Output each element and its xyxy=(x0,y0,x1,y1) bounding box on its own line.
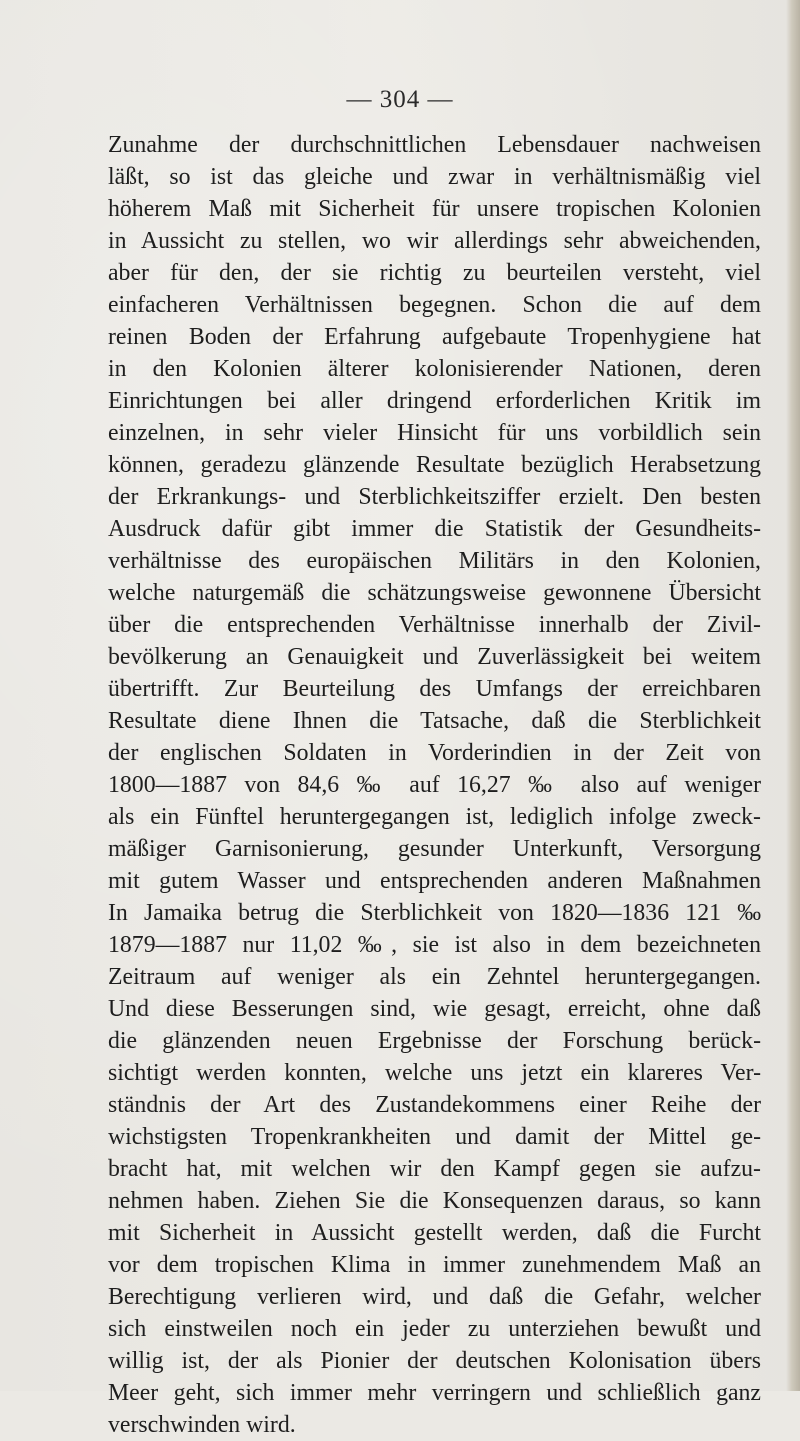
text-line: höherem Maß mit Sicherheit für unsere tropischen Kolonien xyxy=(108,196,761,222)
text-line: können, geradezu glänzende Resultate bezüglich Herabsetzung xyxy=(108,452,761,478)
text-line: sich einstweilen noch ein jeder zu unterziehen bewußt und xyxy=(108,1316,761,1342)
text-line: mit gutem Wasser und entsprechenden anderen Maßnahmen xyxy=(108,868,761,894)
text-line: ständnis der Art des Zustandekommens einer Reihe der xyxy=(108,1092,761,1118)
text-line: Einrichtungen bei aller dringend erforderlichen Kritik im xyxy=(108,388,761,414)
text-line: mit Sicherheit in Aussicht gestellt werden, daß die Furcht xyxy=(108,1220,761,1246)
text-line: die glänzenden neuen Ergebnisse der Forschung berück- xyxy=(108,1028,761,1054)
page-edge-shadow xyxy=(786,0,800,1391)
text-line: Und diese Besserungen sind, wie gesagt, erreicht, ohne daß xyxy=(108,996,761,1022)
text-line: 1800—1887 von 84,6 ‰ auf 16,27 ‰ also auf weniger xyxy=(108,772,761,798)
text-line: der englischen Soldaten in Vorderindien in der Zeit von xyxy=(108,740,761,766)
text-line: Berechtigung verlieren wird, und daß die Gefahr, welcher xyxy=(108,1284,761,1310)
text-line: vor dem tropischen Klima in immer zunehmendem Maß an xyxy=(108,1252,761,1278)
text-line: in Aussicht zu stellen, wo wir allerdings sehr abweichenden, xyxy=(108,228,761,254)
text-line: bracht hat, mit welchen wir den Kampf gegen sie aufzu- xyxy=(108,1156,761,1182)
text-line: bevölkerung an Genauigkeit und Zuverlässigkeit bei weitem xyxy=(108,644,761,670)
text-line: Zunahme der durchschnittlichen Lebensdauer nachweisen xyxy=(108,132,761,158)
text-line: In Jamaika betrug die Sterblichkeit von 1820—1836 121 ‰ xyxy=(108,900,761,926)
text-line: wichstigsten Tropenkrankheiten und damit der Mittel ge- xyxy=(108,1124,761,1150)
text-line: aber für den, der sie richtig zu beurteilen versteht, viel xyxy=(108,260,761,286)
page-number: — 304 — xyxy=(346,86,454,113)
text-line: mäßiger Garnisonierung, gesunder Unterkunft, Versorgung xyxy=(108,836,761,862)
text-line: läßt, so ist das gleiche und zwar in verhältnismäßig viel xyxy=(108,164,761,190)
text-line: einzelnen, in sehr vieler Hinsicht für uns vorbildlich sein xyxy=(108,420,761,446)
text-line: verhältnisse des europäischen Militärs in den Kolonien, xyxy=(108,548,761,574)
text-line: willig ist, der als Pionier der deutschen Kolonisation übers xyxy=(108,1348,761,1374)
text-line: Meer geht, sich immer mehr verringern und schließlich ganz xyxy=(108,1380,761,1406)
text-line: als ein Fünftel heruntergegangen ist, lediglich infolge zweck- xyxy=(108,804,761,830)
text-line: nehmen haben. Ziehen Sie die Konsequenzen daraus, so kann xyxy=(108,1188,761,1214)
body-text xyxy=(108,129,761,1441)
text-line: Resultate diene Ihnen die Tatsache, daß die Sterblichkeit xyxy=(108,708,761,734)
text-line: Ausdruck dafür gibt immer die Statistik der Gesundheits- xyxy=(108,516,761,542)
text-line: sichtigt werden konnten, welche uns jetzt ein klareres Ver- xyxy=(108,1060,761,1086)
text-line: Zeitraum auf weniger als ein Zehntel heruntergegangen. xyxy=(108,964,761,990)
text-line: in den Kolonien älterer kolonisierender Nationen, deren xyxy=(108,356,761,382)
text-line: 1879—1887 nur 11,02 ‰, sie ist also in dem bezeichneten xyxy=(108,932,761,958)
text-line: der Erkrankungs- und Sterblichkeitsziffer erzielt. Den besten xyxy=(108,484,761,510)
text-line: über die entsprechenden Verhältnisse innerhalb der Zivil- xyxy=(108,612,761,638)
text-line: welche naturgemäß die schätzungsweise gewonnene Übersicht xyxy=(108,580,761,606)
text-line: einfacheren Verhältnissen begegnen. Schon die auf dem xyxy=(108,292,761,318)
text-line: übertrifft. Zur Beurteilung des Umfangs der erreichbaren xyxy=(108,676,761,702)
text-line: verschwinden wird. xyxy=(108,1412,296,1438)
text-line: reinen Boden der Erfahrung aufgebaute Tropenhygiene hat xyxy=(108,324,761,350)
